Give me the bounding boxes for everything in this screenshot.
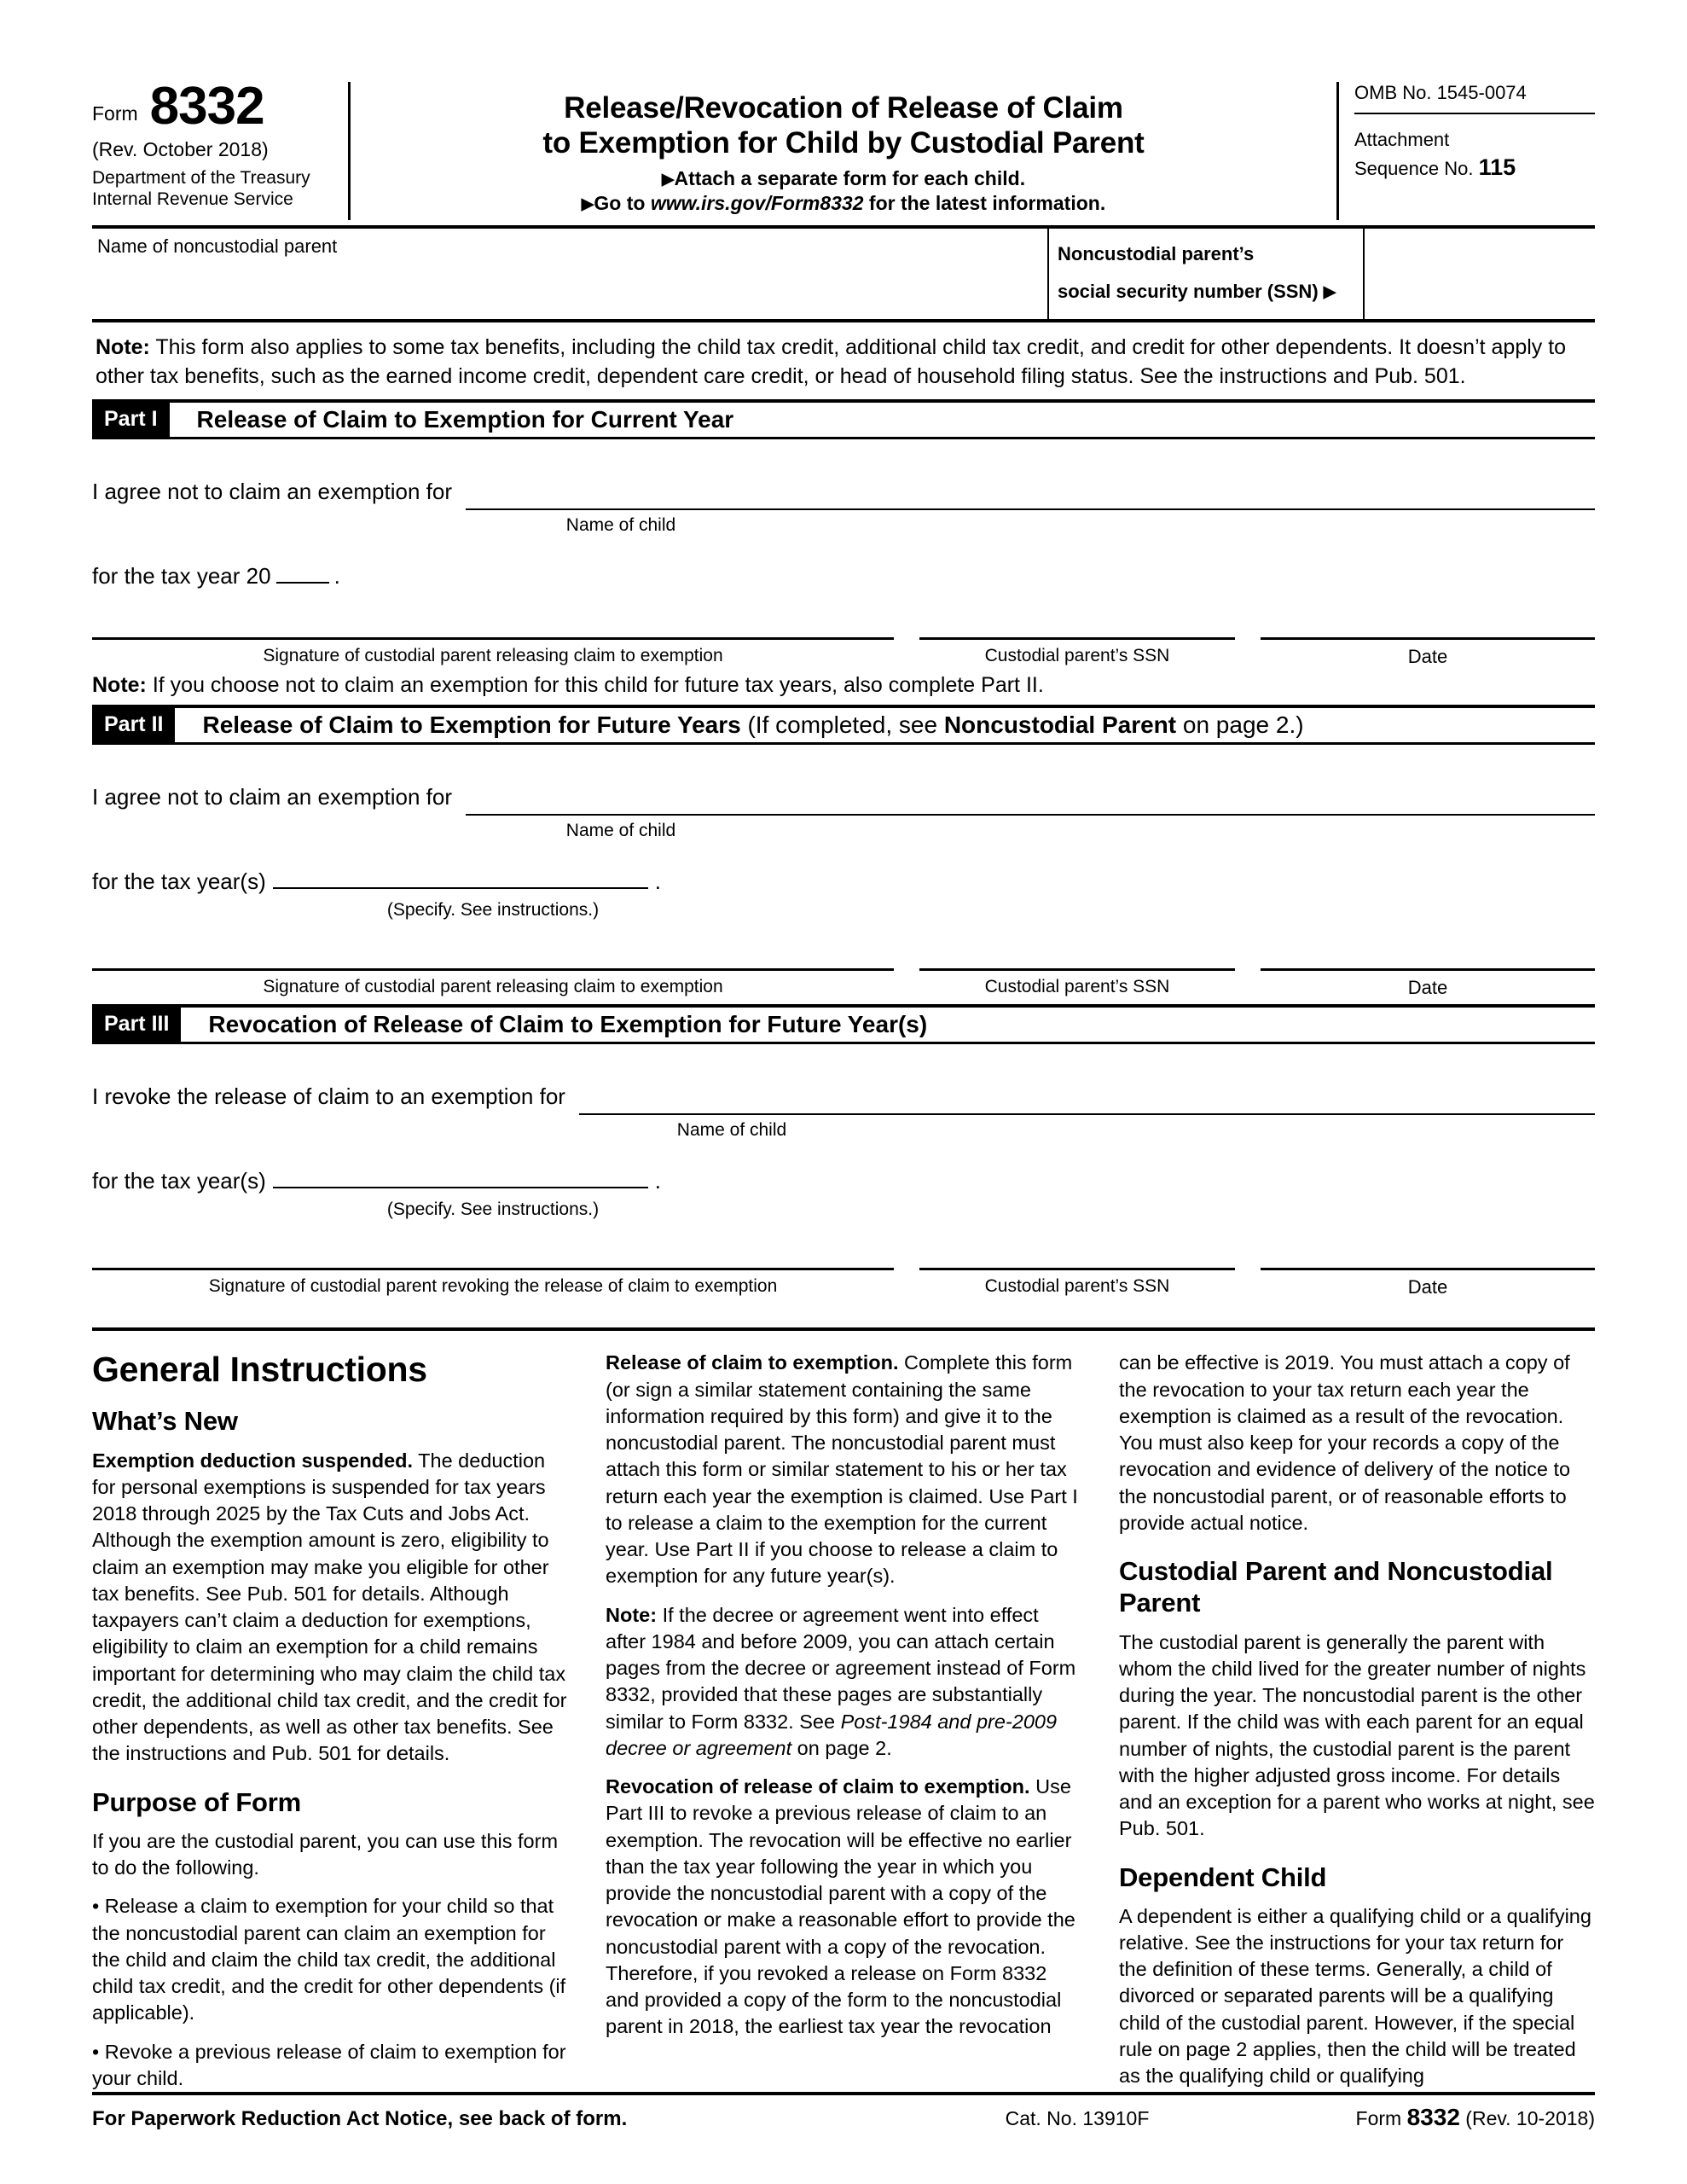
part-2-taxyear-label: for the tax year(s): [92, 868, 266, 895]
goto-label: Go to: [594, 192, 651, 215]
part-1-agree-text: I agree not to claim an exemption for: [92, 479, 453, 505]
part-3-ssn-caption: Custodial parent’s SSN: [984, 1276, 1170, 1297]
triangle-pointer-icon: ▶: [1323, 283, 1336, 302]
triangle-bullet-icon-2: ▶: [581, 195, 594, 214]
decree-note-bold: Note:: [606, 1603, 658, 1626]
part-1-note: [92, 673, 1595, 705]
part-2-title: [175, 708, 1303, 742]
part-3-taxyear-label: for the tax year(s): [92, 1168, 266, 1194]
part-2-taxyear-period: .: [654, 868, 661, 895]
part-2-specify-caption: (Specify. See instructions.): [386, 900, 600, 921]
part-3-taxyear-row: [92, 1165, 1595, 1194]
revocation-paragraph: [606, 1774, 1081, 2041]
release-of-claim-text: Complete this form (or sign a similar statement containing the same information required by this form) and give it to the noncustodial parent. The noncustodial parent must attach this form or similar statement to his or her tax return each year the exemption is claimed. Use Part I to release a claim to the exemption for the current year. Use Part II if you choose to release a claim to exemption for any future year(s).: [606, 1351, 1078, 1588]
general-instructions-heading: General Instructions: [92, 1350, 427, 1390]
triangle-bullet-icon: ▶: [661, 170, 675, 189]
instructions-column-1: [92, 1350, 568, 2104]
noncustodial-parent-name-label: Name of noncustodial parent: [97, 235, 338, 258]
part-3-taxyear-period: .: [654, 1168, 661, 1194]
footer-form-number: 8332: [1406, 2104, 1460, 2130]
decree-note-paragraph: [606, 1602, 1081, 1763]
purpose-of-form-text: If you are the custodial parent, you can use this form to do the following.: [92, 1829, 559, 1879]
footer-form-id: [1261, 2104, 1595, 2131]
part-1-tag: Part I: [92, 403, 170, 437]
part-2-title-norm-1: (If completed, see: [747, 712, 944, 739]
part-1-taxyear-row: [92, 560, 1595, 590]
custodial-parent-heading: Custodial Parent and Noncustodial Parent: [1119, 1556, 1553, 1618]
decree-note-text-b: on page 2.: [791, 1736, 892, 1759]
part-1-signature-row: [92, 637, 1595, 668]
form-title-block: [348, 82, 1339, 220]
top-note: [92, 322, 1595, 399]
part-1-date-caption: Date: [1407, 646, 1448, 668]
part-1-note-text: If you choose not to claim an exemption for this child for future tax years, also complete Part II.: [146, 673, 1044, 698]
part-2-ssn-caption: Custodial parent’s SSN: [984, 977, 1170, 997]
revision-date: (Rev. October 2018): [92, 137, 269, 160]
omb-number: OMB No. 1545-0074: [1354, 82, 1595, 114]
noncustodial-parent-name-field[interactable]: [92, 229, 1049, 319]
attach-instruction: [362, 166, 1325, 192]
noncustodial-ssn-field[interactable]: [1365, 229, 1595, 319]
part-3-title: Revocation of Release of Claim to Exemption for Future Year(s): [208, 1011, 928, 1038]
part-1-taxyear-period: .: [333, 563, 340, 590]
department-line-1: Department of the Treasury: [92, 167, 310, 188]
sequence-label: Sequence No.: [1354, 157, 1474, 179]
purpose-bullet-1: • Release a claim to exemption for your child so that the noncustodial parent can claim an exemption for the child and claim the child tax credit, the additional child tax credit, and the credit for other dependents (if applicable).: [92, 1895, 566, 2024]
revocation-continuation-text: can be effective is 2019. You must attach a copy of the revocation to your tax return each year the exemption is claimed as a result of the revocation. You must also keep for your records a copy of the revocation and evidence of delivery of the notice to the noncustodial parent, or of reasonable efforts to provide actual notice.: [1119, 1351, 1571, 1534]
attachment-sequence: [1354, 114, 1595, 183]
part-3-taxyear-input[interactable]: [273, 1165, 648, 1188]
catalog-number: Cat. No. 13910F: [1005, 2107, 1150, 2129]
release-of-claim-paragraph: [606, 1350, 1081, 1589]
part-1-signature-caption: Signature of custodial parent releasing claim to exemption: [263, 646, 723, 666]
footer-form-revision: (Rev. 10-2018): [1459, 2107, 1595, 2129]
dependent-child-text: A dependent is either a qualifying child or a qualifying relative. See the instructions for your tax return for the definition of these terms. Generally, a child of divorced or separated parents will be a qualifying child of the custodial parent. However, if the special rule on page 2 applies, then the child will be treated as the qualifying child or qualifying: [1119, 1904, 1591, 2088]
part-3-tag: Part III: [92, 1008, 181, 1042]
part-1-bar: [92, 399, 1595, 439]
instructions-column-3: [1119, 1350, 1595, 2104]
part-3-date-cell[interactable]: [1261, 1268, 1595, 1298]
website-instruction: [362, 191, 1325, 217]
custodial-parent-text: The custodial parent is generally the parent with whom the child lived for the greater number of nights during the year. The noncustodial parent is the other parent. If the child was with each parent for an equal number of nights, the custodial parent is the parent with the higher adjusted gross income. For details and an exception for a parent who works at night, see Pub. 501.: [1119, 1630, 1595, 1840]
part-2-title-bold-1: Release of Claim to Exemption for Future Years: [202, 712, 748, 739]
form-title-line-1: Release/Revocation of Release of Claim: [564, 91, 1123, 125]
part-3-signature-cell[interactable]: [92, 1268, 894, 1298]
ssn-label-line-2: social security number (SSN): [1058, 281, 1319, 303]
general-instructions: [92, 1327, 1595, 2104]
part-3-signature-row: [92, 1268, 1595, 1298]
part-1-date-cell[interactable]: [1261, 637, 1595, 668]
part-2-signature-cell[interactable]: [92, 968, 894, 999]
revocation-bold: Revocation of release of claim to exemption.: [606, 1775, 1030, 1798]
part-2-child-name-input[interactable]: [466, 785, 1595, 816]
part-1-title: Release of Claim to Exemption for Current Year: [196, 406, 734, 433]
decree-note-italic: Post-1984 and pre-2009 decree or agreement: [606, 1710, 1058, 1759]
omb-block: [1339, 82, 1595, 220]
form-word-label: Form: [92, 102, 138, 125]
form-number: 8332: [149, 77, 264, 136]
paperwork-notice: For Paperwork Reduction Act Notice, see back of form.: [92, 2107, 628, 2130]
attach-instruction-text: Attach a separate form for each child.: [674, 166, 1026, 189]
form-header: [92, 77, 1595, 220]
top-note-text: This form also applies to some tax benefits, including the child tax credit, additional child tax credit, and credit for other dependents. It doesn’t apply to other tax benefits, such as the earned income credit, dependent care credit, or head of household filing status. See the instructions and Pub. 501.: [96, 335, 1567, 389]
purpose-bullet-2: • Revoke a previous release of claim to exemption for your child.: [92, 2040, 566, 2089]
attachment-label: Attachment: [1354, 129, 1450, 150]
part-1-note-bold: Note:: [92, 673, 147, 698]
exemption-suspended-paragraph: [92, 1448, 568, 1768]
part-3-signature-caption: Signature of custodial parent revoking the release of claim to exemption: [208, 1276, 778, 1297]
identity-row: [92, 225, 1595, 322]
part-3-child-name-input[interactable]: [579, 1084, 1595, 1115]
part-2-signature-caption: Signature of custodial parent releasing claim to exemption: [263, 977, 723, 997]
part-2-taxyear-row: [92, 865, 1595, 895]
part-2-ssn-cell[interactable]: [919, 968, 1235, 999]
part-1-ssn-caption: Custodial parent’s SSN: [984, 646, 1170, 666]
part-3-bar: [92, 1004, 1595, 1044]
noncustodial-ssn-label: [1049, 229, 1365, 319]
footer-form-word: Form: [1355, 2107, 1407, 2129]
part-1-signature-cell[interactable]: [92, 637, 894, 668]
part-2-agree-text: I agree not to claim an exemption for: [92, 784, 453, 810]
part-1-taxyear-input[interactable]: [276, 560, 329, 584]
part-2-date-caption: Date: [1407, 977, 1448, 999]
irs-form-url[interactable]: www.irs.gov/Form8332: [650, 192, 864, 215]
part-3-specify-caption: (Specify. See instructions.): [386, 1199, 600, 1220]
part-2-date-cell[interactable]: [1261, 968, 1595, 999]
whats-new-heading: What’s New: [92, 1406, 238, 1437]
part-2-bar: [92, 705, 1595, 745]
exemption-suspended-bold: Exemption deduction suspended.: [92, 1449, 414, 1472]
part-2-title-norm-2: on page 2.): [1176, 712, 1304, 739]
revocation-text: Use Part III to revoke a previous release of claim to an exemption. The revocation will be effective no earlier than the tax year following the year in which you provide the noncustodial parent with a copy of the revocation or make a reasonable effort to provide the noncustodial parent with a copy of the revocation. Therefore, if you revoked a release on Form 8332 and provided a copy of the form to the noncustodial parent in 2018, the earliest tax year the revocation: [606, 1775, 1075, 2038]
part-2-signature-row: [92, 968, 1595, 999]
form-identity-block: [92, 77, 348, 220]
part-2-agree-row: [92, 784, 1595, 816]
release-of-claim-bold: Release of claim to exemption.: [606, 1351, 899, 1374]
sequence-number: 115: [1478, 154, 1516, 180]
decree-note-text-a: If the decree or agreement went into effect after 1984 and before 2009, you can attach certain pages from the decree or agreement instead of Form 8332, provided that these pages are substantially similar to Form 8332. See: [606, 1603, 1076, 1733]
form-sheet: [92, 77, 1595, 2104]
part-1-child-name-input[interactable]: [466, 479, 1595, 510]
dependent-child-heading: Dependent Child: [1119, 1862, 1327, 1892]
instructions-column-2: [606, 1350, 1081, 2104]
purpose-of-form-heading: Purpose of Form: [92, 1786, 302, 1817]
top-note-bold: Note:: [96, 335, 150, 360]
part-1-agree-row: [92, 479, 1595, 510]
part-3-child-caption: Name of child: [676, 1120, 787, 1141]
latest-info-label: for the latest information.: [863, 192, 1106, 215]
part-1-taxyear-label: for the tax year 20: [92, 563, 271, 590]
form-footer: [92, 2092, 1595, 2131]
part-3-date-caption: Date: [1407, 1276, 1448, 1298]
ssn-label-line-1: Noncustodial parent’s: [1058, 243, 1255, 265]
part-1-child-caption: Name of child: [565, 515, 676, 536]
part-2-taxyear-input[interactable]: [273, 865, 648, 889]
form-title-line-2: to Exemption for Child by Custodial Parent: [542, 126, 1145, 160]
part-3-agree-text: I revoke the release of claim to an exemption for: [92, 1083, 565, 1110]
part-3-agree-row: [92, 1083, 1595, 1115]
exemption-suspended-text: The deduction for personal exemptions is suspended for tax years 2018 through 2025 by the Tax Cuts and Jobs Act. Although the exemption amount is zero, eligibility to claim an exemption may make you eligible for other tax benefits. See Pub. 501 for details. Although taxpayers can’t claim a deduction for exemptions, eligibility to claim an exemption for a child remains important for determining who may claim the child tax credit, the additional child tax credit, and the credit for other dependents, as well as other tax benefits. See the instructions and Pub. 501 for details.: [92, 1449, 567, 1765]
part-2-title-bold-2: Noncustodial Parent: [943, 712, 1177, 739]
part-2-tag: Part II: [92, 708, 175, 742]
part-3-ssn-cell[interactable]: [919, 1268, 1235, 1298]
department-line-2: Internal Revenue Service: [92, 189, 293, 210]
part-2-child-caption: Name of child: [565, 821, 676, 841]
part-1-ssn-cell[interactable]: [919, 637, 1235, 668]
